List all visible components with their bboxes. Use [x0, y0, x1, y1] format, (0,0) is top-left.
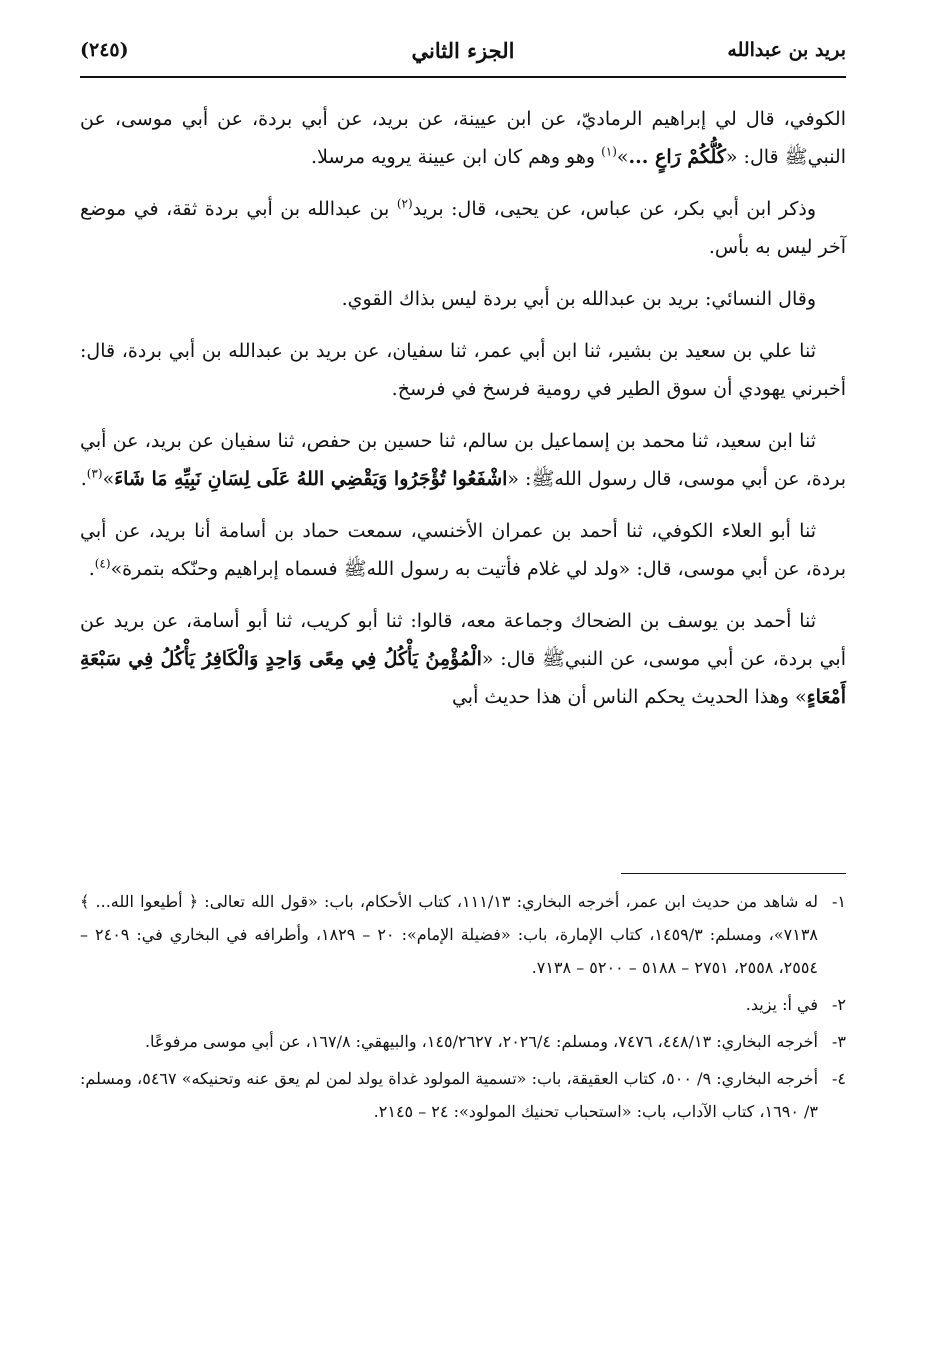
paragraph-2 [80, 190, 846, 266]
header-divider [80, 76, 846, 78]
footnote-text: أخرجه البخاري: ٩/ ٥٠٠، كتاب العقيقة، باب: «تسمية المولود غداة يولد لمن لم يعق عنه وتحنيكه» ٥٤٦٧، ومسلم: ٣/ ١٦٩٠، كتاب الآداب، باب: «استحباب تحنيك المولود»: ٢٤ – ٢١٤٥. [80, 1069, 819, 1121]
footnote-number: ٣- [832, 1032, 846, 1051]
footnote-number: ٤- [832, 1069, 846, 1088]
paragraph-1 [80, 100, 846, 176]
running-title: بريد بن عبدالله [727, 39, 846, 61]
paragraph-4: ثنا علي بن سعيد بن بشير، ثنا ابن أبي عمر، ثنا سفيان، عن بريد بن عبدالله بن أبي بردة، قال: أخبرني يهودي أن سوق الطير في رومية فرسخ في فرسخ. [80, 340, 846, 400]
paragraph-1-text: الكوفي، قال لي إبراهيم الرماديّ، عن ابن عيينة، عن بريد، عن أبي بردة، عن أبي موسى، عن النبيﷺ قال: « [80, 108, 846, 168]
paragraph-1-tail: وهو وهم كان ابن عيينة يرويه مرسلا. [311, 146, 602, 168]
footnote-4 [80, 1062, 846, 1128]
main-text [80, 100, 846, 730]
footnote-3 [80, 1025, 846, 1058]
page-header [80, 30, 846, 70]
paragraph-2-b: بن عبدالله بن أبي بردة ثقة، في موضع آخر ليس به بأس. [80, 198, 846, 258]
footnote-ref-3: (٣) [86, 466, 103, 481]
paragraph-7-tail: وهذا الحديث يحكم الناس أن هذا حديث أبي [451, 686, 796, 708]
paragraph-5 [80, 422, 846, 498]
footnote-text: في أ: يزيد. [745, 995, 818, 1014]
paragraph-6-end: . [88, 558, 95, 580]
footnote-number: ١- [832, 892, 846, 911]
hadith-3: الْمُؤْمِنُ يَأْكُلُ فِي مِعًى وَاحِدٍ وَالْكَافِرُ يَأْكُلُ فِي سَبْعَةِ أَمْعَاءٍ [80, 648, 846, 708]
quote-close-2: » [102, 468, 115, 490]
hadith-2: اشْفَعُوا تُؤْجَرُوا وَيَقْضِي اللهُ عَلَى لِسَانِ نَبِيِّهِ مَا شَاءَ [114, 468, 508, 490]
footnote-text: له شاهد من حديث ابن عمر، أخرجه البخاري: ١١١/١٣، كتاب الأحكام، باب: «قول الله تعالى: ﴿ أطيعوا الله... ﴾ ٧١٣٨»، ومسلم: ١٤٥٩/٣، كتاب الإمارة، باب: «فضيلة الإمام»: ٢٠ – ١٨٢٩، وأطرافه في البخاري في: ٢٤٠٩ – ٢٥٥٤، ٢٥٥٨، ٢٧٥١ – ٥١٨٨ – ٥٢٠٠ – ٧١٣٨. [80, 892, 819, 977]
page-number: (٢٤٥) [80, 39, 129, 61]
paragraph-2-a: وذكر ابن أبي بكر، عن عباس، عن يحيى، قال: بريد [412, 198, 816, 220]
footnote-ref-1: (١) [601, 144, 617, 159]
footnote-number: ٢- [832, 995, 846, 1014]
quote-close-1: » [616, 146, 629, 168]
paragraph-7 [80, 602, 846, 716]
footnote-divider [621, 873, 846, 874]
quote-close-3: » [795, 686, 807, 708]
paragraph-5-text: ثنا ابن سعيد، ثنا محمد بن إسماعيل بن سالم، ثنا حسين بن حفص، ثنا سفيان عن بريد، عن أبي بردة، عن أبي موسى، قال رسول اللهﷺ: « [80, 430, 846, 490]
hadith-1: كُلُّكُمْ رَاعٍ ... [628, 146, 726, 168]
paragraph-6 [80, 512, 846, 588]
footnote-ref-2: (٢) [396, 196, 413, 211]
volume-title: الجزء الثاني [411, 37, 515, 63]
paragraph-7-text: ثنا أحمد بن يوسف بن الضحاك وجماعة معه، قالوا: ثنا أبو كريب، ثنا أبو أسامة، عن بريد عن أبي بردة، عن أبي موسى، عن النبيﷺ قال: « [80, 610, 846, 670]
footnote-text: أخرجه البخاري: ٤٤٨/١٣، ٧٤٧٦، ومسلم: ٢٠٢٦/٤، ١٤٥/٢٦٢٧، والبيهقي: ١٦٧/٨، عن أبي موسى مرفوعًا. [144, 1032, 818, 1051]
paragraph-3: وقال النسائي: بريد بن عبدالله بن أبي بردة ليس بذاك القوي. [341, 288, 816, 310]
footnote-1 [80, 885, 846, 984]
footnote-2 [80, 988, 846, 1021]
footnotes [80, 885, 846, 1132]
paragraph-5-end: . [80, 468, 87, 490]
footnote-ref-4: (٤) [94, 556, 111, 571]
paragraph-6-text: ثنا أبو العلاء الكوفي، ثنا أحمد بن عمران الأخنسي، سمعت حماد بن أسامة أنا بريد، عن أبي بردة، عن أبي موسى، قال: «ولد لي غلام فأتيت به رسول اللهﷺ فسماه إبراهيم وحنّكه بتمرة» [80, 520, 846, 580]
